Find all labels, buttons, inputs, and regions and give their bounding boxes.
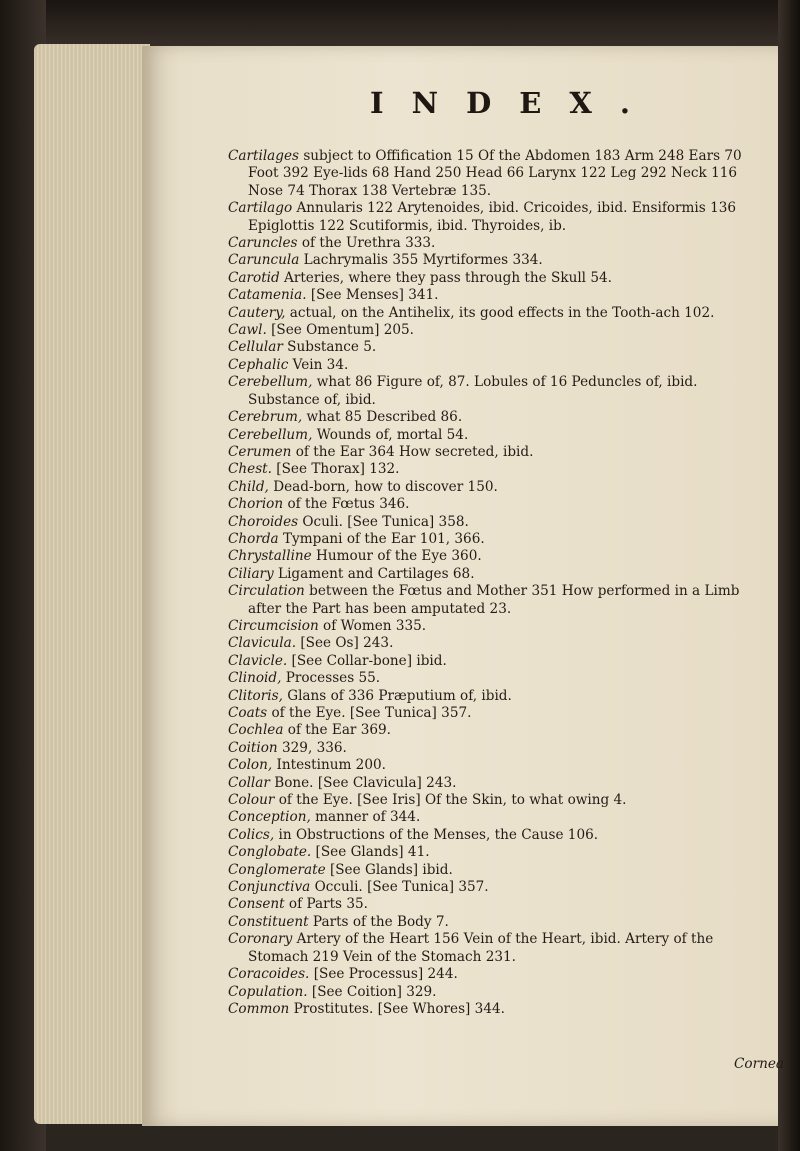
entry-keyword: Colour <box>228 792 275 809</box>
entry-text: Wounds of, mortal 54. <box>312 426 469 443</box>
entry-keyword: Chest. <box>228 461 272 478</box>
index-entry <box>228 844 768 861</box>
book-right-edge <box>778 0 800 1151</box>
entry-text: Substance 5. <box>282 339 377 356</box>
entry-keyword: Clinoid, <box>228 670 282 687</box>
entry-keyword: Coracoides. <box>228 966 310 983</box>
index-entry <box>228 566 768 583</box>
entry-keyword: Cartilages <box>228 148 299 164</box>
index-entry <box>228 809 768 826</box>
entry-keyword: Cawl. <box>228 322 267 339</box>
entry-keyword: Caruncles <box>228 235 298 252</box>
index-entry <box>228 896 768 913</box>
page-title: INDEX. <box>370 86 658 120</box>
entry-keyword: Conception, <box>228 809 311 826</box>
index-entry <box>228 357 768 374</box>
entry-text: Vein 34. <box>288 356 349 373</box>
index-entry <box>228 148 768 200</box>
index-entry <box>228 305 768 322</box>
entry-keyword: Cautery, <box>228 304 286 321</box>
entry-text: Bone. [See Clavicula] 243. <box>269 774 457 791</box>
index-entry <box>228 740 768 757</box>
index-entry <box>228 792 768 809</box>
index-entry <box>228 635 768 652</box>
index-entry <box>228 827 768 844</box>
entry-text: Dead-born, how to discover 150. <box>268 478 498 495</box>
index-entry <box>228 427 768 444</box>
index-entry <box>228 879 768 896</box>
entry-keyword: Cellular <box>228 339 283 356</box>
entry-text: [See Os] 243. <box>296 635 394 652</box>
entry-keyword: Conjunctiva <box>228 879 311 896</box>
index-entry <box>228 514 768 531</box>
index-entry <box>228 252 768 269</box>
entry-keyword: Catamenia. <box>228 287 307 304</box>
entry-keyword: Cerebellum, <box>228 426 313 443</box>
index-entry <box>228 757 768 774</box>
entry-text: Ligament and Cartilages 68. <box>273 565 475 582</box>
entry-text: of Women 335. <box>318 617 427 634</box>
entry-text: Prostitutes. [See Whores] 344. <box>289 1000 505 1017</box>
entry-keyword: Choroides <box>228 513 299 530</box>
entry-keyword: Colics, <box>228 826 275 843</box>
index-entry <box>228 409 768 426</box>
entry-text: Annularis 122 Arytenoides, ibid. Cricoides, ibid. Ensiformis 136 Epiglottis 122 Scutiformis, ibid. Thyroides, ib. <box>248 200 737 234</box>
entry-text: [See Glands] ibid. <box>325 861 453 878</box>
entry-keyword: Constituent <box>228 913 309 930</box>
index-entry <box>228 270 768 287</box>
entry-keyword: Conglomerate <box>228 861 326 878</box>
entry-keyword: Coronary <box>228 931 293 948</box>
entry-keyword: Clavicle. <box>228 652 288 669</box>
entry-text: of the Ear 364 How secreted, ibid. <box>291 443 534 460</box>
entry-text: Lachrymalis 355 Myrtiformes 334. <box>299 252 543 269</box>
entry-text: [See Thorax] 132. <box>271 461 400 478</box>
index-entry <box>228 322 768 339</box>
page-stack-edges <box>34 44 150 1124</box>
index-entry <box>228 444 768 461</box>
entry-text: 329, 336. <box>277 739 347 756</box>
entry-text: actual, on the Antihelix, its good effects in the Tooth-ach 102. <box>285 304 715 321</box>
entry-keyword: Consent <box>228 896 285 913</box>
entry-keyword: Clitoris, <box>228 687 283 704</box>
entry-text: of the Ear 369. <box>283 722 392 739</box>
index-entry <box>228 548 768 565</box>
entry-text: of the Urethra 333. <box>297 235 436 252</box>
entry-text: Humour of the Eye 360. <box>311 548 482 565</box>
entry-text: between the Fœtus and Mother 351 How performed in a Limb after the Part has been amputated 23. <box>248 583 740 617</box>
entry-keyword: Cerebrum, <box>228 409 303 426</box>
entry-text: [See Omentum] 205. <box>266 322 414 339</box>
entry-text: what 85 Described 86. <box>302 409 463 426</box>
index-entry <box>228 862 768 879</box>
index-entry <box>228 461 768 478</box>
entry-text: Oculi. [See Tunica] 358. <box>298 513 469 530</box>
entry-text: what 86 Figure of, 87. Lobules of 16 Peduncles of, ibid. Substance of, ibid. <box>248 374 698 408</box>
index-entry <box>228 287 768 304</box>
entry-text: Parts of the Body 7. <box>308 913 449 930</box>
index-entry <box>228 200 768 235</box>
entry-text: Occuli. [See Tunica] 357. <box>310 879 489 896</box>
entry-text: of the Eye. [See Iris] Of the Skin, to what owing 4. <box>274 792 627 809</box>
index-entry <box>228 1001 768 1018</box>
entry-keyword: Conglobate. <box>228 844 312 861</box>
entry-keyword: Cochlea <box>228 722 284 739</box>
entry-keyword: Copulation. <box>228 983 308 1000</box>
entry-text: of the Eye. [See Tunica] 357. <box>267 705 472 721</box>
entry-text: [See Coition] 329. <box>307 983 437 1000</box>
index-entry <box>228 722 768 739</box>
entry-text: of the Fœtus 346. <box>283 496 410 513</box>
index-entry <box>228 653 768 670</box>
entry-text: Arteries, where they pass through the Skull 54. <box>279 269 612 286</box>
entry-keyword: Ciliary <box>228 565 274 582</box>
entry-keyword: Child, <box>228 478 269 495</box>
entry-keyword: Chorion <box>228 496 284 513</box>
index-entry <box>228 531 768 548</box>
entry-keyword: Circulation <box>228 583 305 600</box>
entry-text: [See Menses] 341. <box>306 287 439 304</box>
index-entry <box>228 583 768 618</box>
index-entry <box>228 775 768 792</box>
entry-text: Intestinum 200. <box>272 757 386 774</box>
entry-keyword: Chrystalline <box>228 548 312 565</box>
entry-keyword: Chorda <box>228 530 279 547</box>
entry-keyword: Coats <box>228 705 268 721</box>
index-entry <box>228 479 768 496</box>
index-entry <box>228 374 768 409</box>
entry-text: Glans of 336 Præputium of, ibid. <box>282 687 512 704</box>
index-entry <box>228 705 768 722</box>
index-entry <box>228 496 768 513</box>
entry-keyword: Cartilago <box>228 200 293 217</box>
entry-keyword: Carotid <box>228 269 280 286</box>
entry-keyword: Circumcision <box>228 617 319 634</box>
entry-text: subject to Offification 15 Of the Abdomen 183 Arm 248 Ears 70 Foot 392 Eye-lids 68 Hand 250 Head 66 Larynx 122 Leg 292 Neck 116 Nose 74 Thorax 138 Vertebræ 135. <box>248 148 742 199</box>
index-entry <box>228 931 768 966</box>
index-entry <box>228 339 768 356</box>
index-entry <box>228 618 768 635</box>
entry-keyword: Collar <box>228 774 270 791</box>
index-entry <box>228 914 768 931</box>
entry-text: Tympani of the Ear 101, 366. <box>278 530 485 547</box>
entry-text: in Obstructions of the Menses, the Cause 106. <box>274 826 599 843</box>
entry-keyword: Coition <box>228 739 278 756</box>
entry-keyword: Common <box>228 1000 290 1017</box>
entry-text: [See Glands] 41. <box>311 844 430 861</box>
catchword: Cornea <box>734 1056 784 1072</box>
entry-keyword: Caruncula <box>228 252 300 269</box>
entry-keyword: Cerebellum, <box>228 374 313 391</box>
index-entry <box>228 688 768 705</box>
entry-keyword: Colon, <box>228 757 273 774</box>
index-entries <box>228 148 768 1018</box>
index-entry <box>228 670 768 687</box>
entry-text: [See Processus] 244. <box>309 966 458 983</box>
entry-keyword: Cerumen <box>228 443 292 460</box>
entry-keyword: Clavicula. <box>228 635 297 652</box>
index-entry <box>228 984 768 1001</box>
index-entry <box>228 966 768 983</box>
index-entry <box>228 235 768 252</box>
entry-text: Artery of the Heart 156 Vein of the Heart, ibid. Artery of the Stomach 219 Vein of the Stomach 231. <box>248 931 714 965</box>
entry-text: manner of 344. <box>310 809 421 826</box>
entry-keyword: Cephalic <box>228 356 289 373</box>
entry-text: of Parts 35. <box>284 896 368 913</box>
entry-text: [See Collar-bone] ibid. <box>287 652 447 669</box>
entry-text: Processes 55. <box>281 670 381 687</box>
